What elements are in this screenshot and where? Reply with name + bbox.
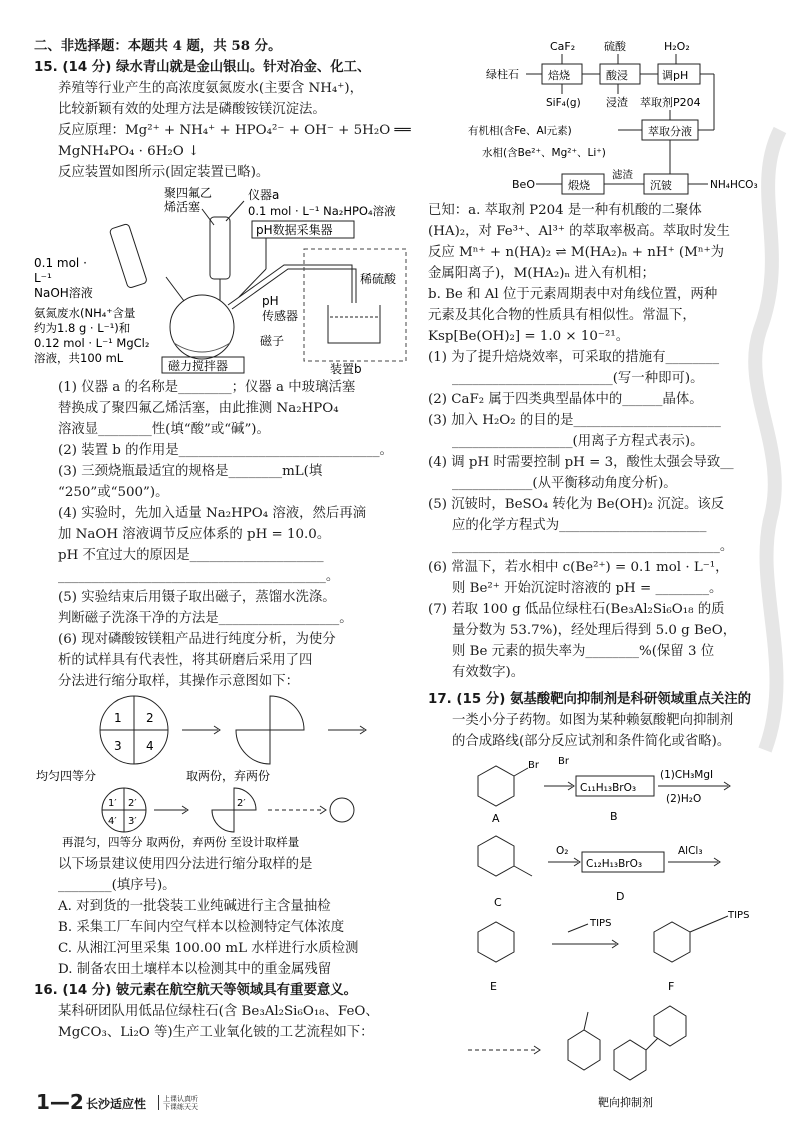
q16-known: 已知：a. 萃取剂 P204 是一种有机酸的二聚体	[428, 203, 702, 218]
page-number: 1—2	[36, 1090, 84, 1114]
flow-h2so4: 硫酸	[604, 40, 626, 53]
br-label-a: Br	[528, 760, 539, 771]
flow-beryl: 绿柱石	[486, 68, 519, 81]
option-b: B. 采集工厂车间内空气样本以检测特定气体浓度	[58, 920, 345, 935]
q16-sub-line: (6) 常温下，若水相中 c(Be²⁺) = 0.1 mol · L⁻¹，	[428, 560, 729, 575]
left-column	[34, 36, 414, 1043]
q15-tail-line: ________(填序号)。	[58, 878, 176, 893]
compound-e-ring	[478, 922, 514, 962]
target-aryl-ring	[654, 1006, 686, 1046]
q15-sub-line: (6) 现对磷酸铵镁粗产品进行纯度分析，为使分	[58, 632, 336, 647]
target-label: 靶向抑制剂	[598, 1096, 653, 1109]
flow-aqueous: 水相(含Be²⁺、Mg²⁺、Li⁺)	[482, 147, 606, 159]
q16-sub-line: (4) 调 pH 时需要控制 pH = 3，酸性太强会导致__	[428, 455, 734, 470]
option-c: C. 从湘江河里采集 100.00 mL 水样进行水质检测	[58, 941, 359, 956]
three-neck-flask	[170, 295, 234, 359]
q15-sub-line: (4) 实验时，先加入适量 Na₂HPO₄ 溶液，然后再滴	[58, 506, 367, 521]
question-16-intro	[34, 980, 414, 1043]
q15-sub-line: (3) 三颈烧瓶最适宜的规格是________mL(填	[58, 464, 323, 479]
waste-label-4: 溶液，共100 mL	[34, 351, 124, 365]
naoh-funnel	[109, 223, 147, 288]
quarter-p3: 3′	[128, 816, 137, 827]
q15-line: 15. (14 分) 绿水青山就是金山银山。针对冶金、化工、	[34, 60, 371, 75]
q15-sub-line: 加 NaOH 溶液调节反应体系的 pH = 10.0。	[58, 527, 331, 542]
waste-label-1: 氨氮废水(NH₄⁺含量	[34, 306, 136, 320]
question-16-body	[428, 200, 782, 683]
ptfe-label-2: 烯活塞	[164, 200, 201, 214]
q16-sub-line: 应的化学方程式为______________________	[452, 518, 707, 533]
quartering-diagram	[34, 694, 414, 852]
q15-line: MgNH₄PO₄ · 6H₂O ↓	[58, 144, 200, 159]
ptfe-label: 聚四氟乙	[164, 186, 213, 200]
flow-filtrate: 滤渣	[612, 169, 633, 181]
q15-sub-line: (2) 装置 b 的作用是______________________________。	[58, 443, 393, 458]
flow-extractant: 萃取剂P204	[640, 96, 701, 109]
naoh-label-1: 0.1 mol ·	[34, 256, 87, 270]
flow-organic: 有机相(含Fe、Al元素)	[468, 125, 572, 137]
quarter-p2: 2′	[128, 798, 137, 809]
kept-quarter-bottom	[236, 730, 270, 764]
quarter-3: 3	[114, 739, 122, 753]
synthesis-scheme	[428, 754, 782, 1112]
q16-known: (HA)₂，对 Fe³⁺、Al³⁺ 的萃取率极高。萃取时发生	[428, 224, 730, 239]
process-flowchart	[428, 38, 782, 198]
q15-sub-line: 析的试样具有代表性，将其研磨后采用了四	[58, 653, 313, 668]
q15-line: 反应原理：Mg²⁺ + NH₄⁺ + HPO₄²⁻ + OH⁻ + 5H₂O ══	[58, 123, 411, 138]
q16-sub-line: (7) 若取 100 g 低品位绿柱石(Be₃Al₂Si₆O₁₈ 的质	[428, 602, 725, 617]
target-pyridine-ring	[568, 1030, 600, 1070]
label-a: A	[492, 812, 500, 825]
quarter-4: 4	[146, 739, 154, 753]
q16-sub-line: (5) 沉铍时，BeSO₄ 转化为 Be(OH)₂ 沉淀。该反	[428, 497, 725, 512]
q16-sub-line: (2) CaF₂ 属于四类典型晶体中的______晶体。	[428, 392, 703, 407]
formula-d: C₁₂H₁₃BrO₃	[586, 858, 643, 870]
q16-known: 反应 Mⁿ⁺ + n(HA)₂ ⇌ M(HA₂)ₙ + nH⁺ (Mⁿ⁺为	[428, 245, 725, 260]
flow-sif4: SiF₄(g)	[546, 97, 581, 109]
o2-label: O₂	[556, 845, 569, 857]
q17-line: 17. (15 分) 氨基酸靶向抑制剂是科研领域重点关注的	[428, 692, 752, 707]
caption-repeat: 再混匀，四等分 取两份，弃两份 至设计取样量	[62, 835, 300, 849]
q15-sub-line: ________________________________________。	[58, 569, 340, 584]
q15-line: 养殖等行业产生的高浓度氨氮废水(主要含 NH₄⁺)，	[58, 81, 363, 96]
instrument-a-label: 仪器a	[248, 188, 280, 202]
final-sample-circle	[330, 798, 354, 822]
q16-line: 16. (14 分) 铍元素在航空航天等领域具有重要意义。	[34, 983, 358, 998]
kept-quarter-top	[270, 696, 304, 730]
compound-c-ring	[478, 836, 514, 876]
step1-label: (1)CH₃MgI	[660, 769, 714, 781]
footer-badge-line-2: 下课练天天	[163, 1103, 198, 1111]
q16-known: Ksp[Be(OH)₂] = 1.0 × 10⁻²¹。	[428, 329, 630, 344]
quarter-2: 2	[146, 711, 154, 725]
q16-known: 元素及其化合物的性质具有相似性。常温下，	[428, 308, 696, 323]
naoh-label-2: L⁻¹	[34, 271, 52, 285]
q15-line: 比较新颖有效的处理方法是磷酸铵镁沉淀法。	[58, 102, 326, 117]
question-15	[34, 57, 414, 980]
formula-b: C₁₁H₁₃BrO₃	[580, 782, 637, 794]
flow-calcine: 煅烧	[568, 179, 590, 192]
q16-sub-line: 则 Be²⁺ 开始沉淀时溶液的 pH = ________。	[452, 581, 723, 596]
q16-sub-line: 量分数为 53.7%)，经处理后得到 5.0 g BeO，	[452, 623, 737, 638]
flow-beo: BeO	[512, 178, 535, 191]
naoh-label-3: NaOH溶液	[34, 286, 93, 300]
q17-line: 一类小分子药物。如图为某种赖氨酸靶向抑制剂	[452, 713, 734, 728]
q15-sub-line: (5) 实验结束后用镊子取出磁子，蒸馏水洗涤。	[58, 590, 336, 605]
stirrer-label: 磁力搅拌器	[168, 359, 229, 373]
dilute-acid-label: 稀硫酸	[360, 272, 397, 286]
caption-divide: 均匀四等分	[36, 769, 97, 783]
option-a: A. 对到货的一批袋装工业纯碱进行主含量抽检	[58, 899, 331, 914]
q16-sub-line: (3) 加入 H₂O₂ 的目的是______________________	[428, 413, 721, 428]
quarter-1: 1	[114, 711, 122, 725]
beaker	[328, 305, 380, 343]
flow-residue: 浸渣	[606, 96, 628, 109]
q15-sub-line: pH 不宜过大的原因是____________________	[58, 548, 324, 563]
instrument-a-funnel	[210, 217, 230, 279]
magnet-label: 磁子	[260, 334, 285, 348]
q15-sub-line: “250”或“500”)。	[58, 485, 169, 500]
q17-line: 的合成路线(部分反应试剂和条件简化或省略)。	[452, 734, 731, 749]
flow-roast: 焙烧	[548, 69, 570, 82]
q16-sub-line: ________________________(写一种即可)。	[452, 371, 704, 386]
label-c: C	[494, 896, 502, 909]
label-b: B	[610, 810, 618, 823]
tips-label-f: TIPS	[728, 910, 750, 921]
q16-sub-line: ________________________________________。	[452, 539, 734, 554]
question-17	[428, 689, 782, 1112]
footer-badge	[158, 1095, 209, 1110]
label-d: D	[616, 890, 625, 903]
compound-a-ring	[478, 766, 514, 806]
caption-take-two: 取两份，弃两份	[186, 769, 271, 783]
q15-sub-line: (1) 仪器 a 的名称是________；仪器 a 中玻璃活塞	[58, 380, 356, 395]
step2-label: (2)H₂O	[666, 793, 702, 805]
section-header: 二、非选择题：本题共 4 题，共 58 分。	[34, 38, 282, 54]
flow-caf2: CaF₂	[550, 40, 576, 53]
flow-precip: 沉铍	[650, 179, 672, 192]
ph-sensor-label-2: 传感器	[262, 309, 299, 323]
q16-line: MgCO₃、Li₂O 等)生产工业氧化铍的工艺流程如下：	[58, 1025, 374, 1040]
kept-quarter-2-bottom	[212, 810, 234, 832]
ph-collector-label: pH数据采集器	[256, 223, 333, 237]
quarter-p2-kept: 2′	[237, 798, 246, 809]
q16-sub-line: 有效数字)。	[452, 665, 525, 680]
waste-label-3: 0.12 mol · L⁻¹ MgCl₂	[34, 336, 150, 350]
flow-nh4hco3: NH₄HCO₃	[710, 179, 758, 191]
q16-known: b. Be 和 Al 位于元素周期表中对角线位置，两种	[428, 287, 718, 302]
na2hpo4-label: 0.1 mol · L⁻¹ Na₂HPO₄溶液	[248, 204, 396, 218]
q16-sub-line: 则 Be 元素的损失率为________%(保留 3 位	[452, 644, 715, 659]
quarter-p1: 1′	[108, 798, 117, 809]
reaction-apparatus-figure	[34, 185, 414, 375]
q16-sub-line: ____________(从平衡移动角度分析)。	[452, 476, 677, 491]
flow-h2o2: H₂O₂	[664, 40, 690, 53]
flow-adjust-ph: 调pH	[662, 69, 689, 82]
q15-sub-line: 分法进行缩分取样，其操作示意图如下：	[58, 674, 300, 689]
right-column	[428, 36, 782, 1114]
q16-sub-line: (1) 为了提升焙烧效率，可采取的措施有________	[428, 350, 720, 365]
compound-f-ring	[654, 922, 690, 962]
br-label-reagent: Br	[558, 756, 569, 767]
ph-sensor-label-1: pH	[262, 294, 279, 308]
footer-title: 长沙适应性	[86, 1097, 147, 1111]
q15-tail-line: 以下场景建议使用四分法进行缩分取样的是	[58, 857, 313, 872]
flow-acid-leach: 酸浸	[606, 69, 628, 82]
quarter-p4: 4′	[108, 816, 117, 827]
option-d: D. 制备农田土壤样本以检测其中的重金属残留	[58, 962, 332, 977]
target-azaindole-ring	[614, 1040, 646, 1080]
device-b-box	[304, 249, 406, 361]
q16-line: 某科研团队用低品位绿柱石(含 Be₃Al₂Si₆O₁₈、FeO、	[58, 1004, 379, 1019]
q15-sub-line: 溶液显________性(填“酸”或“碱”)。	[58, 422, 270, 437]
tips-label-reagent: TIPS	[590, 918, 612, 929]
q15-sub-line: 替换成了聚四氟乙烯活塞，由此推测 Na₂HPO₄	[58, 401, 339, 416]
label-e: E	[490, 980, 497, 993]
alcl3-label: AlCl₃	[678, 845, 703, 857]
label-f: F	[668, 980, 675, 993]
q16-known: 金属阳离子)，M(HA₂)ₙ 进入有机相；	[428, 266, 655, 281]
footer-badge-line-1: 上课认真听	[163, 1095, 198, 1103]
page-footer	[30, 1090, 770, 1114]
q16-sub-line: __________________(用离子方程式表示)。	[452, 434, 704, 449]
q15-line: 反应装置如图所示(固定装置已略)。	[58, 165, 270, 180]
device-b-label: 装置b	[330, 362, 362, 375]
flow-extract: 萃取分液	[648, 125, 692, 138]
q15-sub-line: 判断磁子洗涤干净的方法是__________________。	[58, 611, 353, 626]
waste-label-2: 约为1.8 g · L⁻¹)和	[34, 321, 131, 335]
